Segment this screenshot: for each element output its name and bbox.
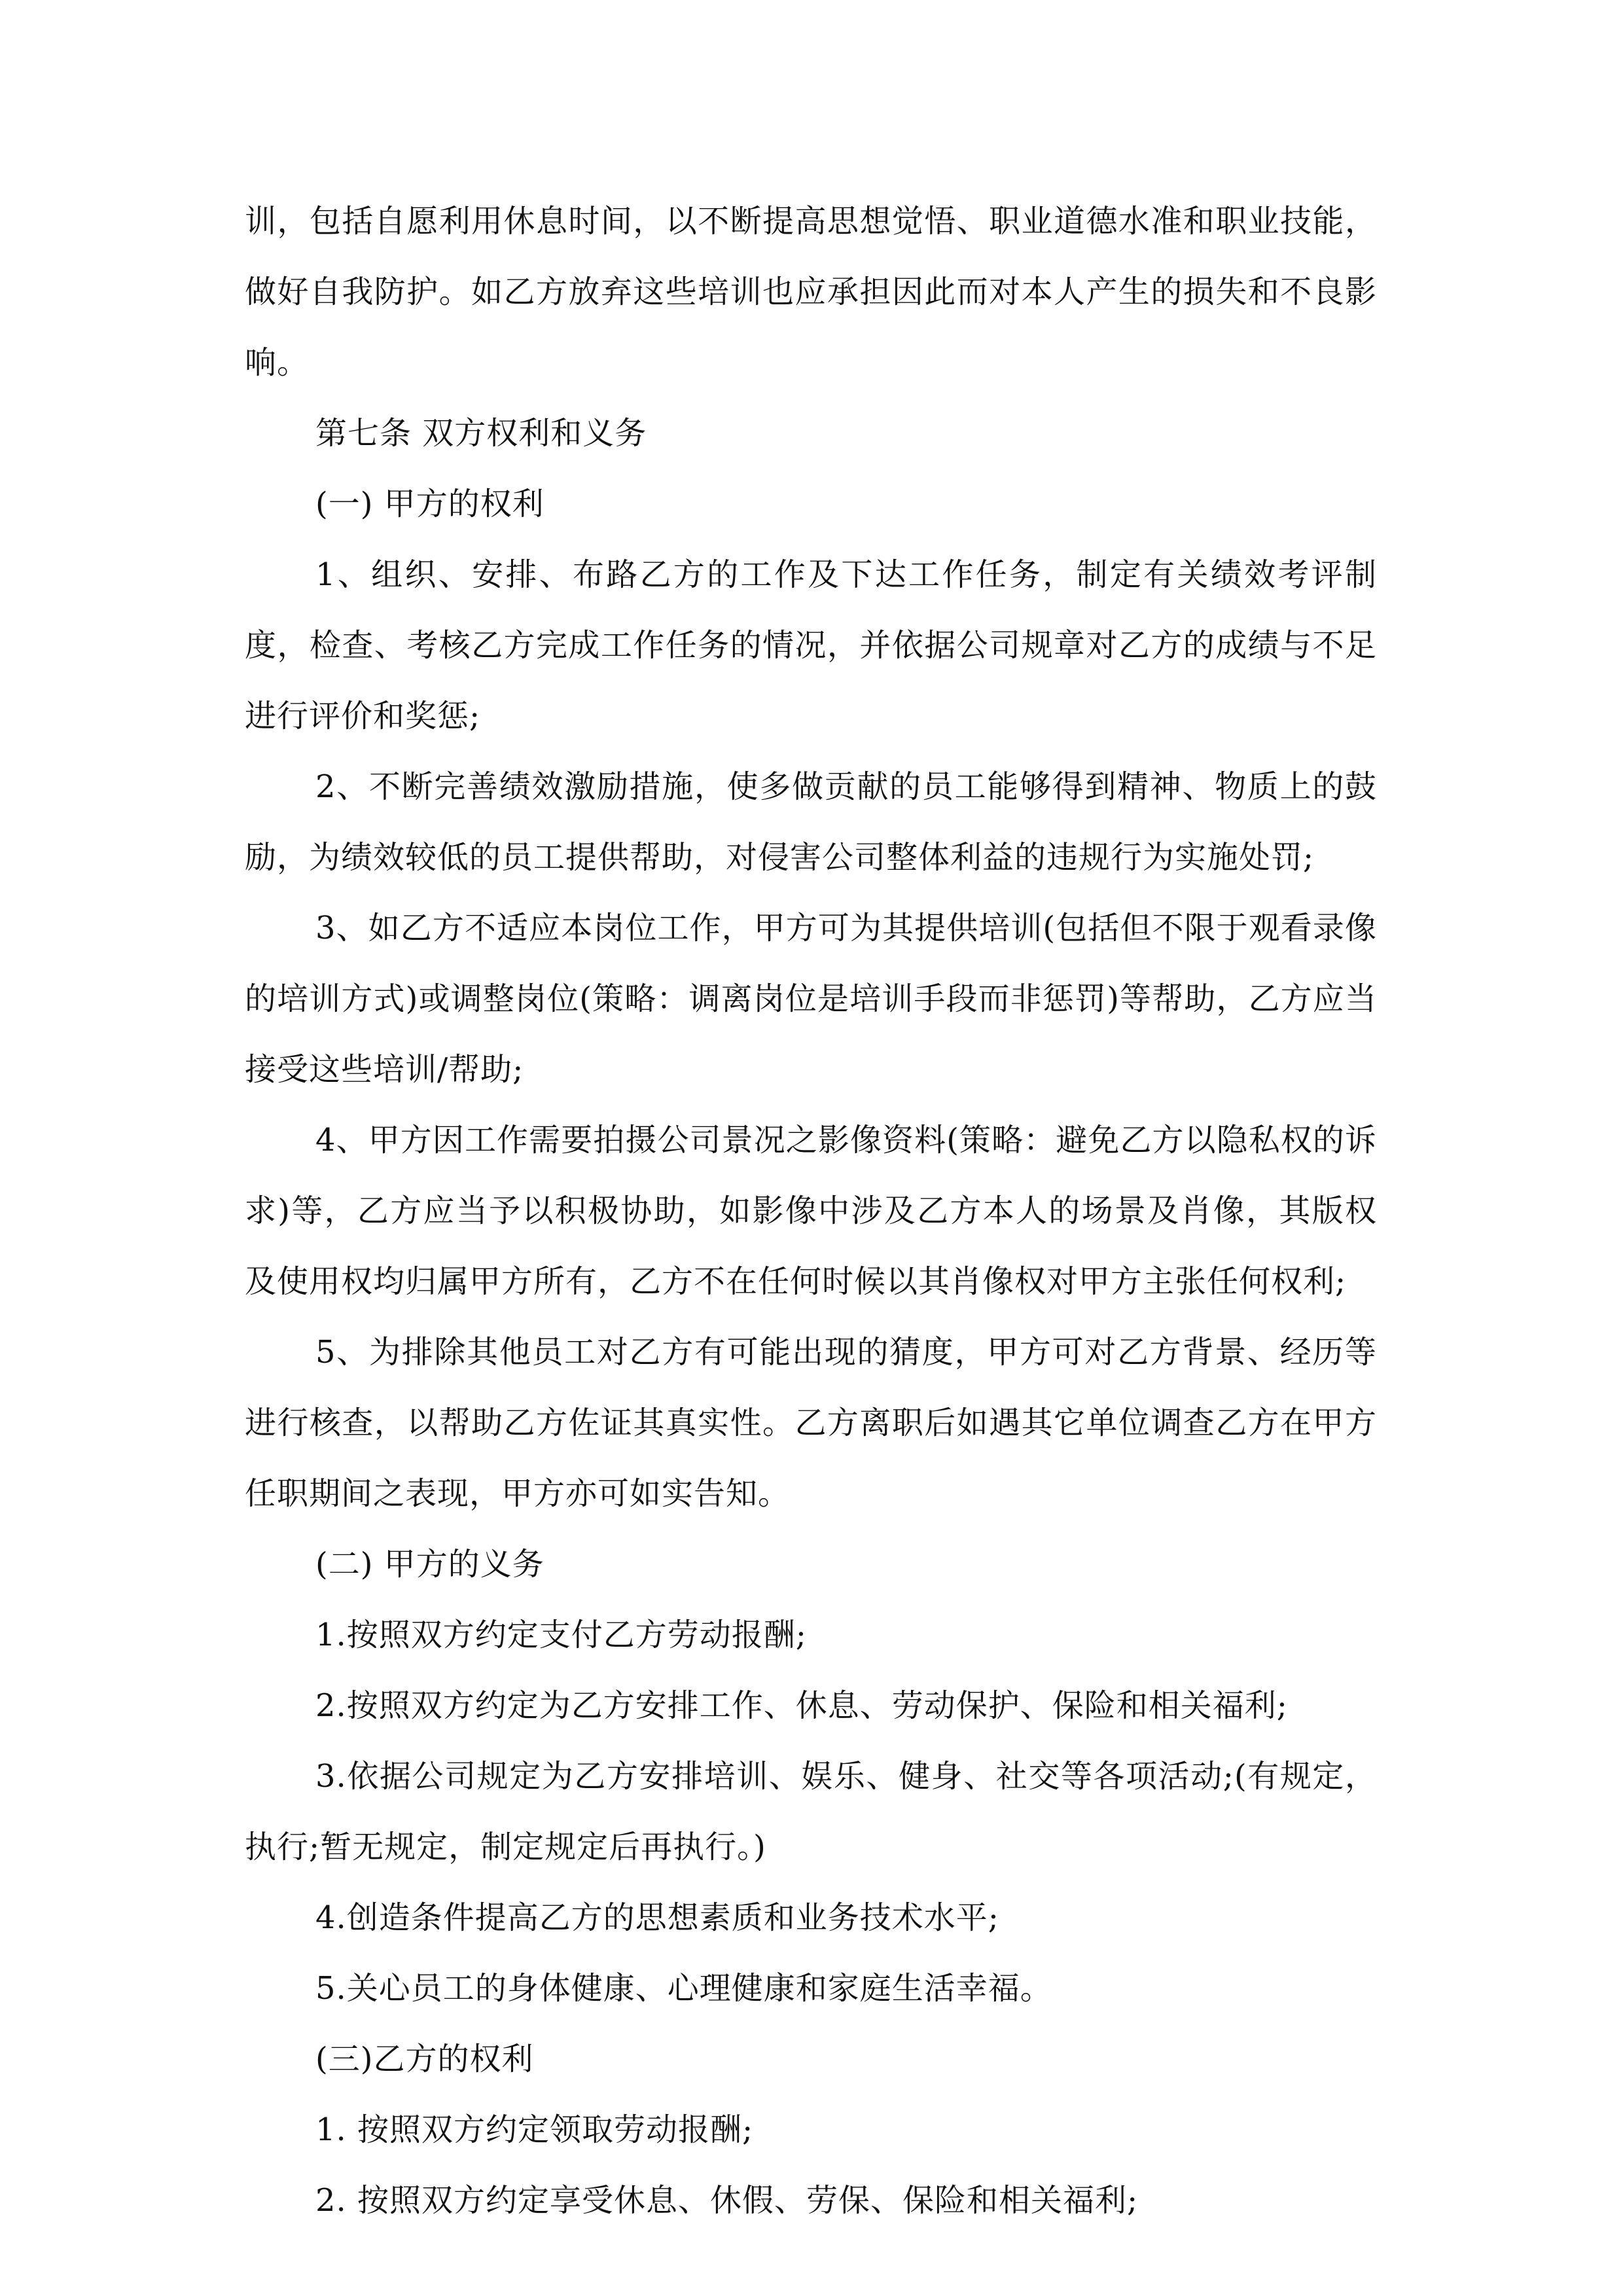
clause-paragraph: 5.关心员工的身体健康、心理健康和家庭生活幸福。	[315, 1970, 1052, 2007]
clause-paragraph: 3、如乙方不适应本岗位工作，甲方可为其提供培训(包括但不限于观看录像的培训方式)或调整岗位(策略：调离岗位是培训手段而非惩罚)等帮助，乙方应当接受这些培训/帮助;	[245, 910, 1377, 1088]
section-heading-party-a-rights: (一) 甲方的权利	[315, 486, 544, 522]
clause-paragraph: 4.创造条件提高乙方的思想素质和业务技术水平;	[315, 1899, 999, 1936]
article-heading: 第七条 双方权利和义务	[315, 415, 647, 452]
document-body	[245, 186, 1377, 2236]
paragraph-continuation: 训，包括自愿利用休息时间，以不断提高思想觉悟、职业道德水准和职业技能，做好自我防护。如乙方放弃这些培训也应承担因此而对本人产生的损失和不良影响。	[245, 203, 1377, 381]
clause-paragraph: 1. 按照双方约定领取劳动报酬;	[315, 2111, 754, 2148]
section-heading-party-b-rights: (三)乙方的权利	[315, 2041, 534, 2077]
clause-paragraph: 3.依据公司规定为乙方安排培训、娱乐、健身、社交等各项活动;(有规定，执行;暂无规定，制定规定后再执行。)	[245, 1758, 1377, 1865]
clause-paragraph: 2、不断完善绩效激励措施，使多做贡献的员工能够得到精神、物质上的鼓励，为绩效较低的员工提供帮助，对侵害公司整体利益的违规行为实施处罚;	[245, 768, 1377, 876]
clause-paragraph: 1.按照双方约定支付乙方劳动报酬;	[315, 1617, 807, 1653]
clause-paragraph: 2. 按照双方约定享受休息、休假、劳保、保险和相关福利;	[315, 2182, 1139, 2219]
clause-paragraph: 4、甲方因工作需要拍摄公司景况之影像资料(策略：避免乙方以隐私权的诉求)等，乙方应当予以积极协助，如影像中涉及乙方本人的场景及肖像，其版权及使用权均归属甲方所有，乙方不在任何时候以其肖像权对甲方主张任何权利;	[245, 1122, 1377, 1300]
clause-paragraph: 5、为排除其他员工对乙方有可能出现的猜度，甲方可对乙方背景、经历等进行核查，以帮助乙方佐证其真实性。乙方离职后如遇其它单位调查乙方在甲方任职期间之表现，甲方亦可如实告知。	[245, 1334, 1377, 1512]
clause-paragraph: 2.按照双方约定为乙方安排工作、休息、劳动保护、保险和相关福利;	[315, 1687, 1288, 1724]
clause-paragraph: 1、组织、安排、布路乙方的工作及下达工作任务，制定有关绩效考评制度，检查、考核乙方完成工作任务的情况，并依据公司规章对乙方的成绩与不足进行评价和奖惩;	[245, 556, 1377, 734]
section-heading-party-a-obligations: (二) 甲方的义务	[315, 1546, 544, 1583]
